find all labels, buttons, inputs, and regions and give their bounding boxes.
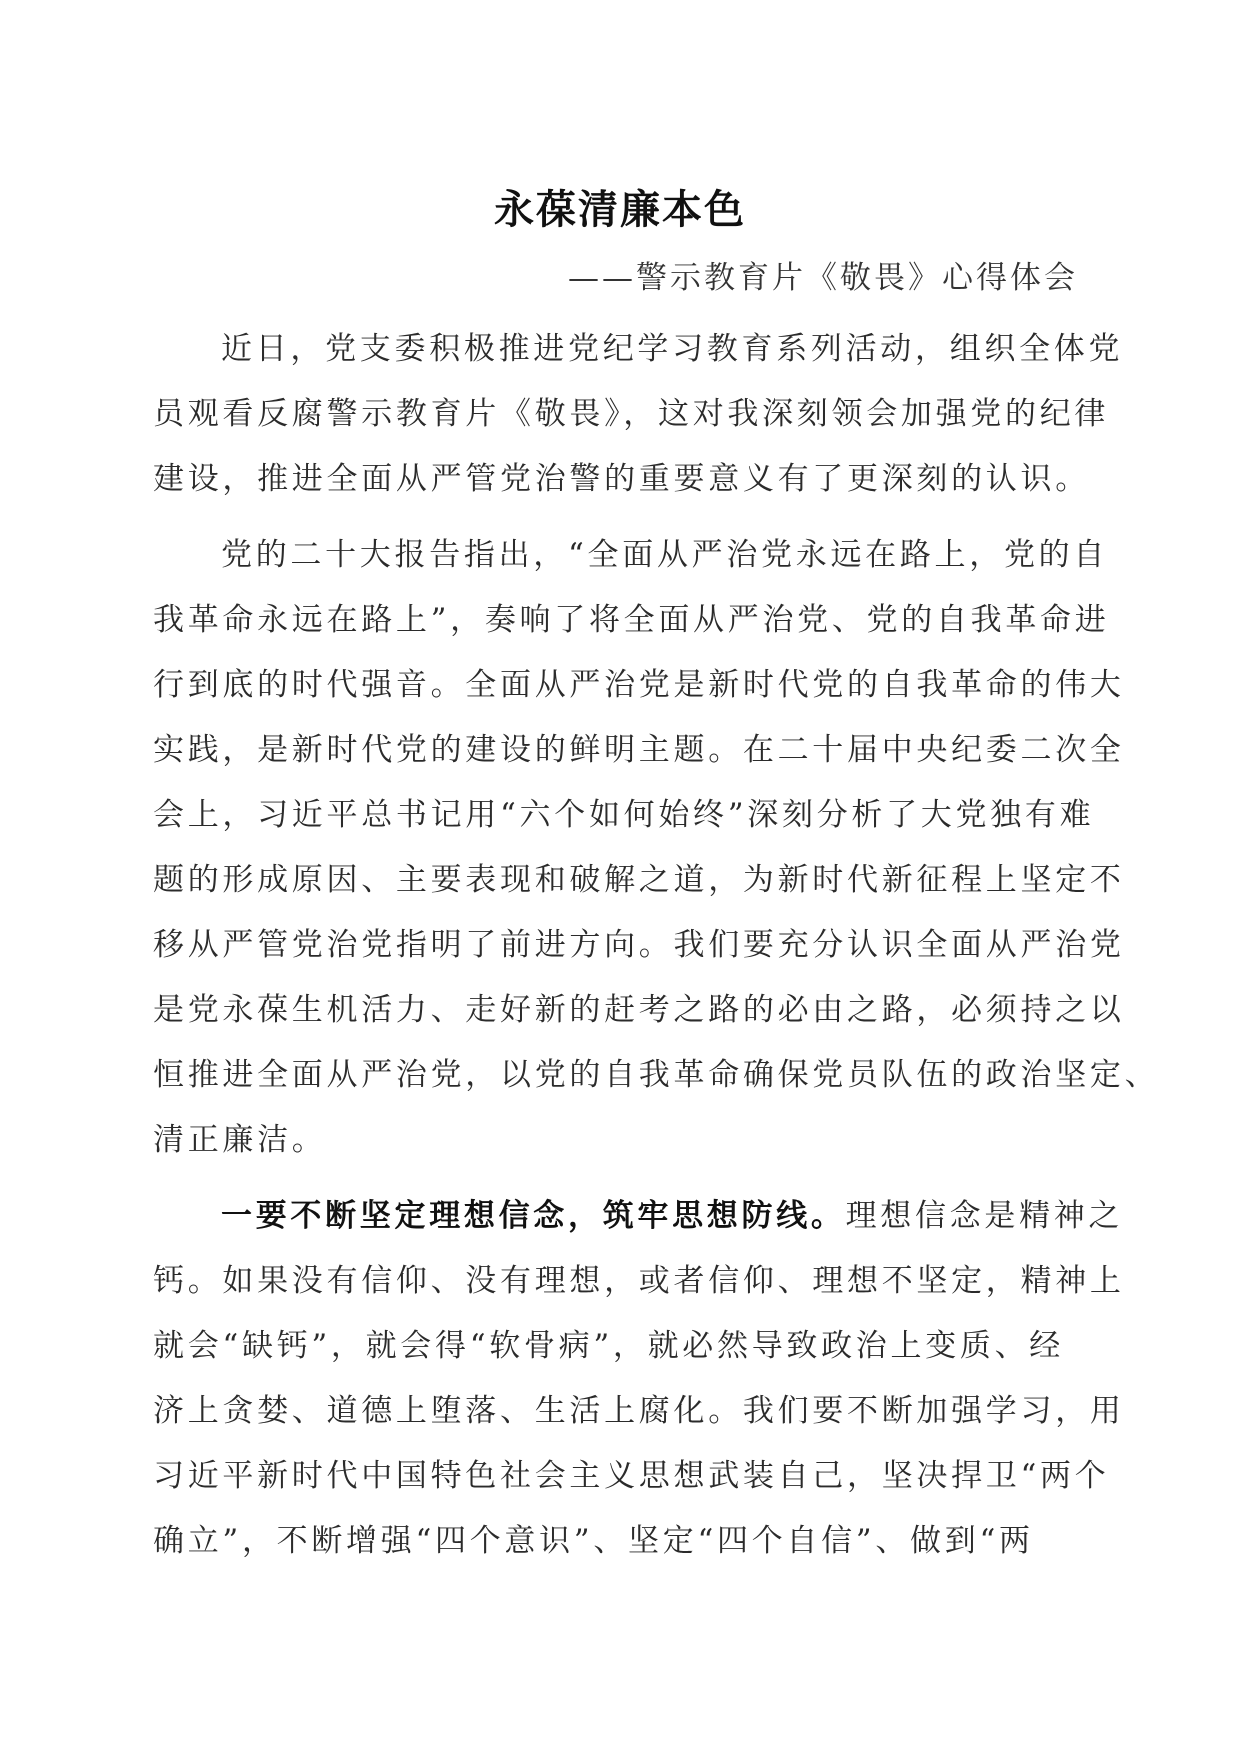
text-line: 近日，党支委积极推进党纪学习教育系列活动，组织全体党 bbox=[221, 331, 1124, 367]
document-title: 永葆清廉本色 bbox=[494, 186, 746, 233]
text-line: 钙。如果没有信仰、没有理想，或者信仰、理想不坚定，精神上 bbox=[153, 1263, 1125, 1299]
text-line: 行到底的时代强音。全面从严治党是新时代党的自我革命的伟大 bbox=[153, 667, 1125, 703]
paragraph-report bbox=[153, 523, 1160, 1173]
document-body bbox=[153, 317, 1160, 1574]
text-line: 题的形成原因、主要表现和破解之道，为新时代新征程上坚定不 bbox=[153, 862, 1125, 898]
text-line: 移从严管党治党指明了前进方向。我们要充分认识全面从严治党 bbox=[153, 927, 1125, 963]
document-subtitle: ——警示教育片《敬畏》心得体会 bbox=[568, 260, 1078, 296]
paragraph-heading: 一要不断坚定理想信念，筑牢思想防线。 bbox=[221, 1198, 846, 1234]
text-line: 恒推进全面从严治党，以党的自我革命确保党员队伍的政治坚定、 bbox=[153, 1057, 1160, 1093]
heading-continuation: 理想信念是精神之 bbox=[845, 1198, 1124, 1234]
text-line: 实践，是新时代党的建设的鲜明主题。在二十届中央纪委二次全 bbox=[153, 732, 1125, 768]
text-line: 会上，习近平总书记用“六个如何始终”深刻分析了大党独有难 bbox=[153, 797, 1095, 833]
text-line: 党的二十大报告指出，“全面从严治党永远在路上，党的自 bbox=[221, 537, 1109, 573]
text-line bbox=[153, 1184, 1124, 1249]
text-line: 济上贪婪、道德上堕落、生活上腐化。我们要不断加强学习，用 bbox=[153, 1393, 1125, 1429]
text-line: 员观看反腐警示教育片《敬畏》，这对我深刻领会加强党的纪律 bbox=[153, 396, 1110, 432]
paragraph-ideals bbox=[153, 1184, 1125, 1574]
paragraph-intro bbox=[153, 317, 1124, 512]
text-line: 习近平新时代中国特色社会主义思想武装自己，坚决捍卫“两个 bbox=[153, 1458, 1110, 1494]
text-line: 确立”，不断增强“四个意识”、坚定“四个自信”、做到“两 bbox=[153, 1523, 1034, 1559]
text-line: 就会“缺钙”，就会得“软骨病”，就必然导致政治上变质、经 bbox=[153, 1328, 1064, 1364]
text-line: 我革命永远在路上”，奏响了将全面从严治党、党的自我革命进 bbox=[153, 602, 1110, 638]
text-line: 是党永葆生机活力、走好新的赶考之路的必由之路，必须持之以 bbox=[153, 992, 1125, 1028]
text-line: 清正廉洁。 bbox=[153, 1122, 327, 1158]
text-line: 建设，推进全面从严管党治警的重要意义有了更深刻的认识。 bbox=[153, 461, 1090, 497]
